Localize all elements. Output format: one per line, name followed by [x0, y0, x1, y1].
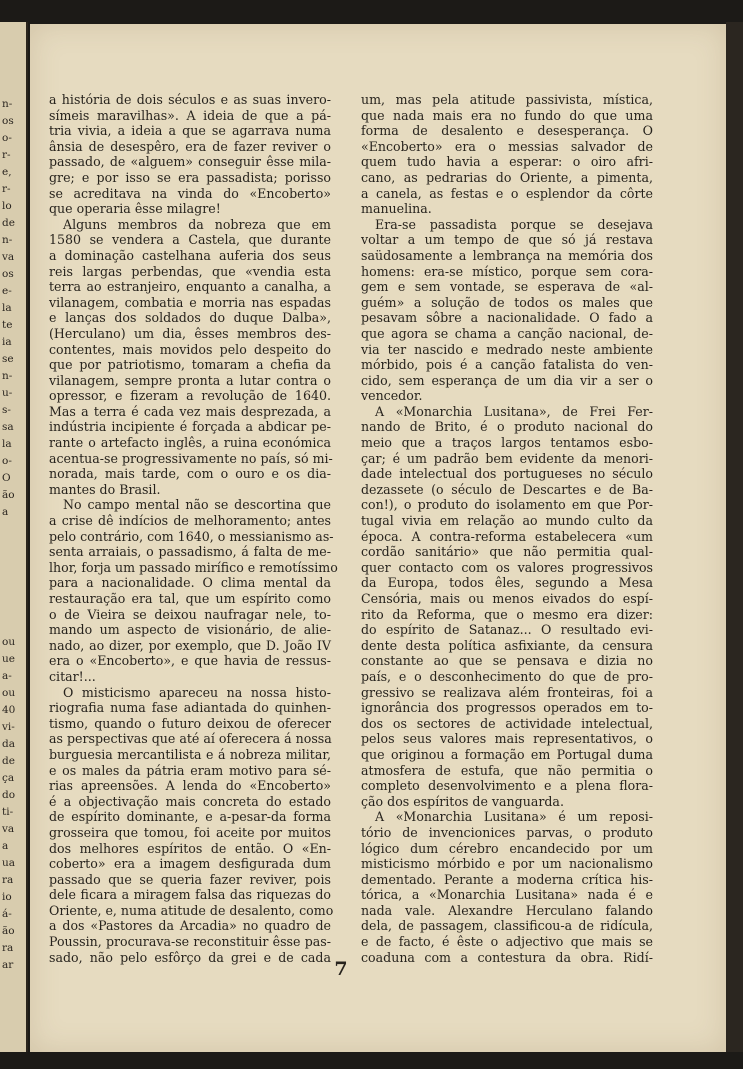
text-line: homens: era-se místico, porque sem cora-: [361, 263, 653, 279]
text-line: voltar a um tempo de que só já restava: [361, 232, 653, 248]
text-line: gre; e por isso se era passadista; porisso: [49, 169, 331, 185]
text-line: passado que se queria fazer reviver, pois: [49, 871, 331, 887]
text-line: quem tudo havia a esperar: o oiro afri-: [361, 154, 653, 170]
text-line: um, mas pela atitude passivista, mística,: [361, 92, 653, 107]
text-line: constante ao que se pensava e dizia no: [361, 653, 653, 669]
text-line: o de Vieira se deixou naufragar nele, to-: [49, 606, 331, 622]
text-line: tria vivia, a ideia a que se agarrava numa: [49, 123, 331, 139]
previous-page-fragment: n-: [2, 234, 13, 246]
text-line: cordão sanitário» que não permitia qual-: [361, 544, 653, 560]
text-line: guém» a solução de todos os males que: [361, 294, 653, 310]
text-line: cido, sem esperança de um dia vir a ser o: [361, 372, 653, 388]
text-line: saüdosamente a lembrança na memória dos: [361, 247, 653, 263]
previous-page-fragment: 40: [2, 704, 16, 716]
previous-page-fragment: la: [2, 302, 12, 314]
text-line: nado, ao dizer, por exemplo, que D. João IV: [49, 637, 331, 653]
text-line: completo desenvolvimento e a plena flora-: [361, 778, 653, 794]
text-line: contentes, mais movidos pelo despeito do: [49, 341, 331, 357]
text-line: país, e o desconhecimento do que de pro-: [361, 668, 653, 684]
previous-page-fragment: ra: [2, 942, 14, 954]
previous-page-fragment: o-: [2, 132, 12, 144]
previous-page-fragment: ra: [2, 874, 14, 886]
text-line: nando de Brito, é o produto nacional do: [361, 419, 653, 435]
text-line: mantes do Brasil.: [49, 481, 161, 497]
previous-page-fragment: O: [2, 472, 11, 484]
text-line: coberto» era a imagem desfigurada dum: [49, 856, 331, 872]
text-line: rante o artefacto inglês, a ruina económica: [49, 435, 331, 451]
previous-page-fragment: io: [2, 891, 12, 903]
previous-page-fragment: n-: [2, 370, 13, 382]
text-line: dade intelectual dos portugueses no século: [361, 466, 653, 482]
text-line: norada, mais tarde, com o ouro e os dia-: [49, 466, 331, 482]
text-line: a história de dois séculos e as suas invero-: [49, 92, 331, 107]
text-line: Oriente, e, numa atitude de desalento, como: [49, 902, 334, 918]
previous-page-fragment: ão: [2, 925, 15, 937]
text-line: dos os sectores de actividade intelectual,: [361, 715, 653, 731]
previous-page-fragment: r-: [2, 149, 11, 161]
text-line: A «Monarchia Lusitana», de Frei Fer-: [375, 403, 653, 419]
text-line: que agora se chama a canção nacional, de-: [361, 325, 653, 341]
text-line: e os males da pátria eram motivo para sé-: [49, 762, 331, 778]
previous-page-fragment: os: [2, 268, 14, 280]
text-line: e lanças dos soldados do duque Dalba»,: [49, 310, 331, 326]
page-binding-edge: [726, 22, 743, 1052]
text-line: con!), o produto do isolamento em que Por-: [361, 497, 653, 513]
previous-page-fragment: ua: [2, 857, 16, 869]
text-line: O misticismo apareceu na nossa histo-: [63, 684, 331, 700]
text-line: dezassete (o século de Descartes e de Ba-: [361, 481, 653, 497]
text-line: pelo contrário, com 1640, o messianismo as-: [49, 528, 334, 544]
text-line: Mas a terra é cada vez mais desprezada, a: [49, 403, 331, 419]
previous-page-fragment: a: [2, 840, 9, 852]
previous-page-edge: [0, 22, 28, 1052]
text-line: gem e sem vontade, se esperava de «al-: [361, 279, 653, 295]
previous-page-fragment: do: [2, 789, 16, 801]
left-column: [49, 92, 338, 965]
text-line: grosseira que tomou, foi aceite por muitos: [49, 824, 331, 840]
previous-page-fragment: e,: [2, 166, 12, 178]
text-line: que operaria êsse milagre!: [49, 201, 221, 217]
text-line: atmosfera de estufa, que não permitia o: [361, 762, 653, 778]
text-line: a dos «Pastores da Arcadia» no quadro de: [49, 918, 331, 934]
text-line: riografia numa fase adiantada do quinhen-: [49, 700, 331, 716]
text-line: ânsia de desespêro, era de fazer reviver o: [49, 138, 331, 154]
previous-page-fragment: r-: [2, 183, 11, 195]
text-line: mórbido, pois é a canção fatalista do ven-: [361, 357, 653, 373]
text-line: restauração era tal, que um espírito como: [49, 591, 331, 606]
text-line: a canela, as festas e o esplendor da côrte: [361, 185, 653, 201]
text-line: para a nacionalidade. O clima mental da: [49, 575, 331, 591]
text-line: tórica, a «Monarchia Lusitana» nada é e: [361, 887, 653, 903]
previous-page-fragment: e-: [2, 285, 12, 297]
text-line: sado, não pelo esfôrço da grei e de cada: [49, 949, 331, 965]
previous-page-fragment: n-: [2, 98, 13, 110]
text-line: manuelina.: [361, 201, 432, 217]
text-line: pelos seus valores mais representativos, o: [361, 731, 653, 747]
previous-page-fragment: u-: [2, 387, 13, 399]
text-line: misticismo mórbido e por um nacionalismo: [361, 856, 653, 872]
text-line: dementado. Perante a moderna crítica his-: [361, 871, 653, 887]
text-line: dente desta política asfixiante, da censura: [361, 637, 653, 653]
text-line: dele ficara a miragem falsa das riquezas do: [49, 887, 331, 903]
text-line: a dominação castelhana auferia dos seus: [49, 247, 331, 263]
text-line: vilanagem, combatia e morria nas espadas: [49, 294, 331, 310]
previous-page-fragment: lo: [2, 200, 12, 212]
text-line: é a objectivação mais concreta do estado: [49, 793, 331, 809]
text-line: No campo mental não se descortina que: [63, 497, 331, 513]
previous-page-fragment: ue: [2, 653, 15, 665]
text-line: ção dos espíritos de vanguarda.: [361, 793, 564, 809]
text-line: de espírito dominante, e a-pesar-da forma: [49, 809, 331, 825]
previous-page-fragment: ça: [2, 772, 15, 784]
text-line: (Herculano) um dia, êsses membros des-: [49, 325, 331, 341]
text-line: lhor, forja um passado mirífico e remotíssimo: [49, 559, 338, 575]
text-line: tório de invencionices parvas, o produto: [361, 824, 653, 840]
previous-page-fragment: ia: [2, 336, 12, 348]
text-line: vilanagem, sempre pronta a lutar contra o: [49, 372, 331, 388]
previous-page-fragment: o-: [2, 455, 12, 467]
text-line: as perspectivas que até aí oferecera á nossa: [49, 731, 332, 747]
previous-page-fragment: se: [2, 353, 14, 365]
text-line: pesavam sôbre a nacionalidade. O fado a: [361, 310, 653, 326]
text-line: rito da Reforma, que o mesmo era dizer:: [361, 606, 653, 622]
previous-page-fragment: ti-: [2, 806, 14, 818]
text-line: via ter nascido e medrado neste ambiente: [361, 341, 653, 357]
text-line: «Encoberto» era o messias salvador de: [361, 138, 653, 154]
previous-page-fragment: va: [2, 823, 15, 835]
previous-page-fragment: á-: [2, 908, 12, 920]
previous-page-fragment: de: [2, 755, 15, 767]
text-line: citar!...: [49, 668, 96, 684]
text-line: A «Monarchia Lusitana» é um reposi-: [375, 809, 653, 825]
text-line: tugal vivia em relação ao mundo culto da: [361, 513, 653, 529]
text-line: Era-se passadista porque se desejava: [375, 216, 653, 232]
previous-page-fragment: de: [2, 217, 15, 229]
previous-page-fragment: a-: [2, 670, 12, 682]
text-line: dela, de passagem, classificou-a de ridícula,: [361, 918, 653, 934]
previous-page-fragment: la: [2, 438, 12, 450]
previous-page-fragment: te: [2, 319, 13, 331]
text-line: Alguns membros da nobreza que em: [63, 216, 331, 232]
text-line: época. A contra-reforma estabelecera «um: [361, 528, 653, 544]
previous-page-fragment: ão: [2, 489, 15, 501]
text-line: çar; é um padrão bem evidente da menori-: [361, 450, 653, 466]
text-line: senta arraiais, o passadismo, á falta de me-: [49, 544, 331, 560]
previous-page-fragment: sa: [2, 421, 14, 433]
text-line: lógico dum cérebro encandecido por um: [361, 840, 653, 856]
text-line: forma de desalento e desesperança. O: [361, 123, 653, 139]
text-line: era o «Encoberto», e que havia de ressus-: [49, 653, 331, 669]
previous-page-fragment: a: [2, 506, 9, 518]
previous-page-fragment: da: [2, 738, 15, 750]
text-line: Poussin, procurava-se reconstituir êsse pas-: [49, 934, 331, 950]
text-line: Censória, mais ou menos eivados do espí-: [361, 591, 653, 606]
text-line: tismo, quando o futuro deixou de oferecer: [49, 715, 331, 731]
text-line: opressor, e fizeram a revolução de 1640.: [49, 388, 331, 404]
text-line: e de facto, é êste o adjectivo que mais se: [361, 934, 653, 950]
text-line: da Europa, todos êles, segundo a Mesa: [361, 575, 653, 591]
previous-page-fragment: va: [2, 251, 15, 263]
text-line: gressivo se realizava além fronteiras, foi a: [361, 684, 653, 700]
previous-page-fragment: ou: [2, 636, 16, 648]
previous-page-fragment: ar: [2, 959, 14, 971]
text-line: dos melhores espíritos de então. O «En-: [49, 840, 331, 856]
text-line: rias apreensões. A lenda do «Encoberto»: [49, 778, 331, 794]
text-line: que nada mais era no fundo do que uma: [361, 107, 653, 123]
text-line: nada vale. Alexandre Herculano falando: [361, 902, 653, 918]
right-column: [361, 92, 653, 965]
text-line: se acreditava na vinda do «Encoberto»: [49, 185, 331, 201]
previous-page-fragment: s-: [2, 404, 11, 416]
text-line: indústria incipiente é forçada a abdicar pe-: [49, 419, 331, 435]
text-line: vencedor.: [361, 388, 423, 404]
text-line: acentua-se progressivamente no país, só mi-: [49, 450, 333, 466]
text-line: ignorância dos progressos operados em to-: [361, 700, 653, 716]
previous-page-fragment: os: [2, 115, 14, 127]
text-line: coaduna com a contestura da obra. Ridí-: [361, 949, 653, 965]
text-line: passado, de «alguem» conseguir êsse mila-: [49, 154, 331, 170]
text-line: terra ao estranjeiro, enquanto a canalha, a: [49, 279, 331, 295]
text-line: meio que a traços largos tentamos esbo-: [361, 435, 653, 451]
page-number: 7: [334, 958, 348, 980]
text-line: mando um aspecto de visionário, de alie-: [49, 622, 331, 638]
text-line: que por patriotismo, tomaram a chefia da: [49, 357, 331, 373]
text-line: reis largas perbendas, que «vendia esta: [49, 263, 331, 279]
previous-page-fragment: ou: [2, 687, 16, 699]
text-line: do espírito de Satanaz... O resultado evi-: [361, 622, 653, 638]
text-line: a crise dê indícios de melhoramento; antes: [49, 513, 331, 529]
book-page: [30, 24, 726, 1052]
text-line: que originou a formação em Portugal duma: [361, 746, 653, 762]
text-line: símeis maravilhas». A ideia de que a pá-: [49, 107, 331, 123]
text-line: 1580 se vendera a Castela, que durante: [49, 232, 331, 248]
text-line: quer contacto com os valores progressivos: [361, 559, 653, 575]
text-line: burguesia mercantilista e á nobreza militar,: [49, 746, 331, 762]
previous-page-fragment: vi-: [2, 721, 15, 733]
text-line: cano, as pedrarias do Oriente, a pimenta,: [361, 169, 653, 185]
